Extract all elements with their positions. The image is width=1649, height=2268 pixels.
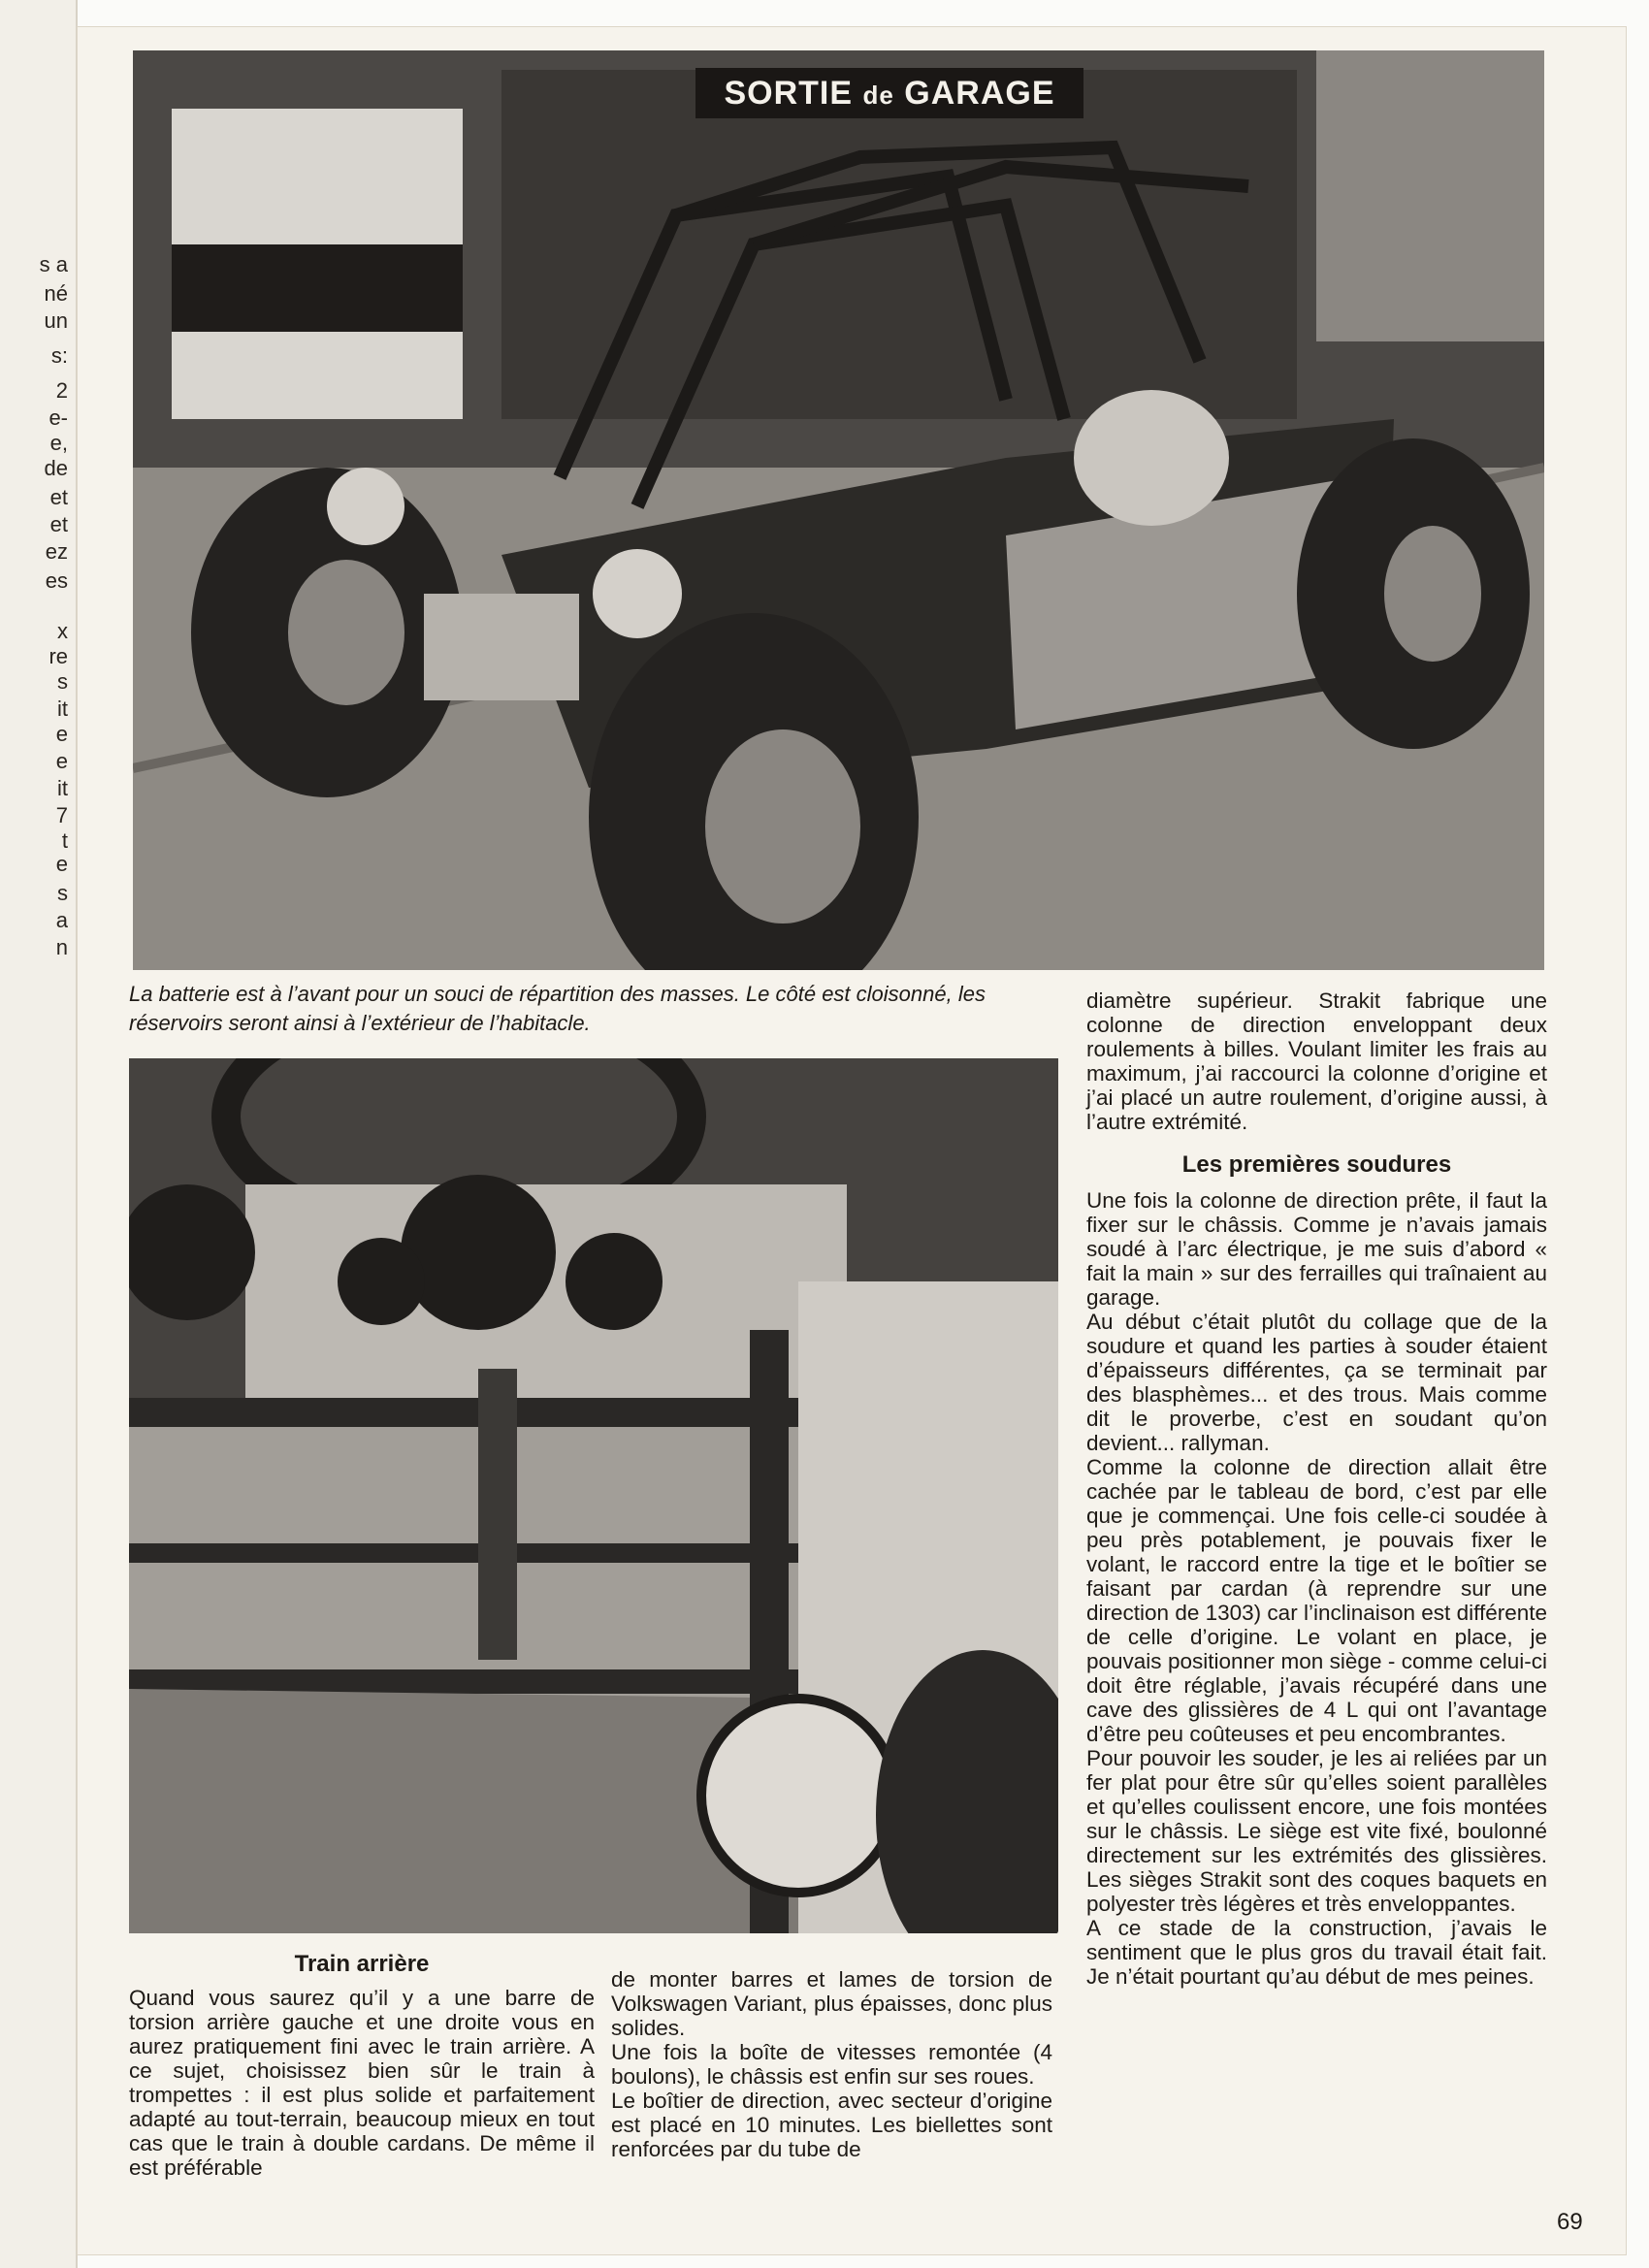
column-left [129,1949,595,2180]
previous-page-text-fragment: s [57,881,68,905]
middle-paragraph: de monter barres et lames de torsion de Volkswagen Variant, plus épaisses, donc plus solides. [611,1967,1052,2040]
photo-caption: La batterie est à l’avant pour un souci de répartition des masses. Le côté est cloisonné, les réservoirs seront ainsi à l’extérieur de l’habitacle. [129,982,986,1035]
previous-page-text-fragment: 7 [55,803,68,827]
previous-page-text-fragment: es [45,568,68,593]
middle-paragraph: Le boîtier de direction, avec secteur d’origine est placé en 10 minutes. Les biellettes sont renforcées par du tube de [611,2089,1052,2161]
previous-page-text-fragment: it [57,776,68,800]
dashboard-wiring-photo [129,1058,1058,1933]
previous-page-text-fragment: a [55,908,68,932]
previous-page-text-fragment: s [57,669,68,694]
column-right [1086,988,1547,1989]
right-paragraph: Au début c’était plutôt du collage que de la soudure et quand les parties à souder étaient d’épaisseurs différentes, ça se terminait par des blasphèmes... et des trous. Mais comme dit le proverbe, c’est en soudant qu’on devient... rallyman. [1086,1310,1547,1455]
previous-page-text-fragment: et [49,512,68,536]
right-intro-paragraph: diamètre supérieur. Strakit fabrique une colonne de direction enveloppant deux roulements à billes. Voulant limiter les frais au maximum, j’ai raccourci la colonne d’origine et j’ai placé un autre roulement, d’origine aussi, à l’autre extrémité. [1086,988,1547,1134]
previous-page-text-fragment: 2 [55,378,68,403]
heading-premieres-soudures: Les premières soudures [1181,1151,1452,1178]
sign-small-text: de [862,81,894,110]
previous-page-text-fragment: s a [39,252,68,276]
previous-page-text-fragment: de [44,456,68,480]
previous-page-text-fragment: it [57,697,68,721]
middle-paragraph: Une fois la boîte de vitesses remontée (4 boulons), le châssis est enfin sur ses roues. [611,2040,1052,2089]
buggy-chassis-photo [133,50,1544,970]
previous-page-text-fragment: re [48,644,68,668]
right-paragraph: A ce stade de la construction, j’avais le sentiment que le plus gros du travail était fait. Je n’était pourtant qu’au début de mes peines. [1086,1916,1547,1989]
previous-page-text-fragment: e [55,852,68,876]
previous-page-text-fragment: t [61,828,68,853]
page-number: 69 [1557,2209,1583,2235]
column-middle [611,1967,1052,2161]
previous-page-text-fragment: ez [45,539,68,564]
previous-page-text-fragment: et [49,485,68,509]
previous-page-text-fragment: n [55,935,68,959]
right-paragraph: Une fois la colonne de direction prête, il faut la fixer sur le châssis. Comme je n’avais jamais soudé à l’arc électrique, je me suis d’abord « fait la main » sur des ferrailles qui traînaient au garage. [1086,1188,1547,1310]
previous-page-text-fragment: e [55,722,68,746]
right-paragraph: Comme la colonne de direction allait être cachée par le tableau de bord, c’est par elle que je commençai. Une fois celle-ci soudée à peu près potablement, je pouvais fixer le volant, le raccord entre la tige et le boîtier se faisant par cardan (à reprendre sur une direction de 1303) car l’inclinaison est différente de celle d’origine. Le volant en place, je pouvais positionner mon siège - comme celui-ci doit être réglable, j’avais récupéré dans une cave des glissières de 4 L qui ont l’avantage d’être peu coûteuses et peu encombrantes. [1086,1455,1547,1746]
previous-page-text-fragment: x [57,619,68,643]
sign-main-text: SORTIE [724,75,854,112]
previous-page-text-fragment: e [55,749,68,773]
left-paragraph: Quand vous saurez qu’il y a une barre de torsion arrière gauche et une droite vous en aurez pratiquement fini avec le train arrière. A ce sujet, choisissez bien sûr le train à trompettes : il est plus solide et parfaitement adapté au tout-terrain, beaucoup mieux en tout cas que le train à double cardans. De même il est préférable [129,1986,595,2180]
previous-page-text-fragment: un [44,308,68,333]
previous-page-text-fragment: né [44,281,68,306]
sign-end-text: GARAGE [904,75,1055,112]
previous-page-text-fragment: e, [49,431,68,455]
garage-sign [695,68,1083,118]
previous-page-text-fragment: s: [50,343,68,368]
right-paragraph: Pour pouvoir les souder, je les ai reliées par un fer plat pour être sûr qu’elles soient parallèles et qu’elles coulissent encore, une fois montées sur le châssis. Le siège est vite fixé, boulonné directement sur les extrémités des glissières. Les sièges Strakit sont des coques baquets en polyester très légères et très enveloppantes. [1086,1746,1547,1916]
heading-train-arriere: Train arrière [294,1951,430,1977]
previous-page-text-fragment: e- [48,405,68,430]
previous-page-edge [0,0,78,2268]
